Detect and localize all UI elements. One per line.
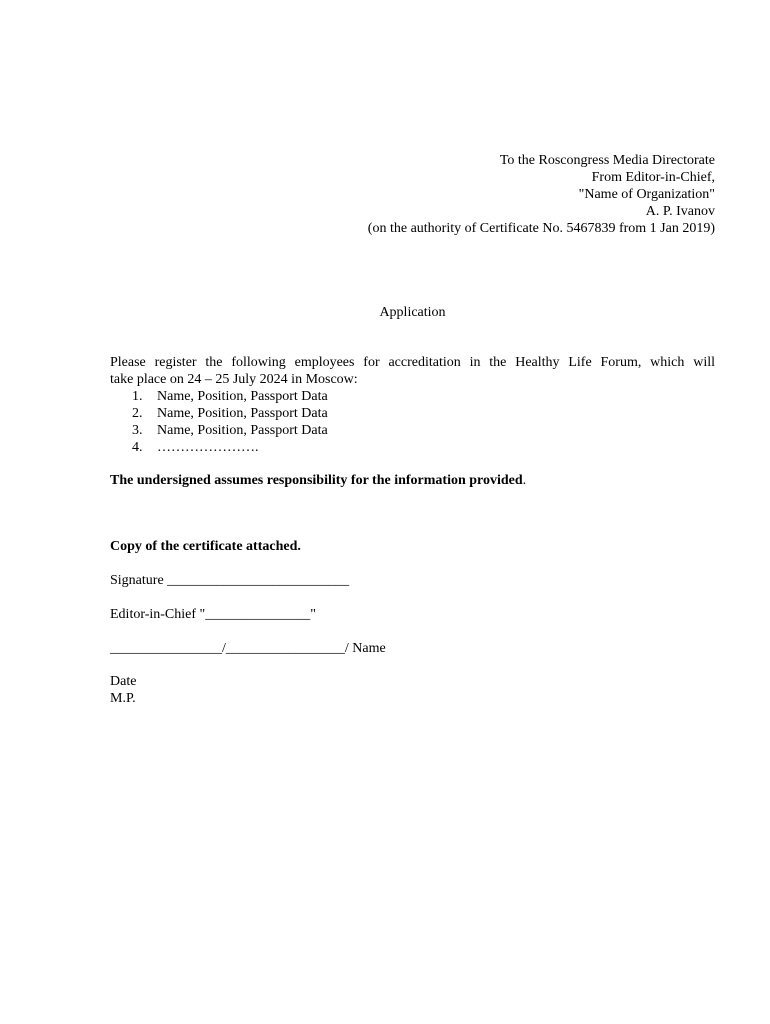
- request-line-2: take place on 24 – 25 July 2024 in Moscow:: [110, 372, 358, 387]
- document-title: Application: [379, 305, 446, 320]
- list-item-text: Name, Position, Passport Data: [157, 423, 328, 438]
- list-item-number: 3.: [132, 423, 143, 438]
- employee-list: [110, 388, 715, 456]
- responsibility-period: .: [522, 473, 527, 488]
- name-signature-line: ________________/_________________/ Name: [110, 641, 386, 656]
- responsibility-text: The undersigned assumes responsibility for the information provided: [110, 473, 523, 488]
- list-item-text: Name, Position, Passport Data: [157, 389, 328, 404]
- recipient-block: [110, 152, 715, 237]
- recipient-organization: "Name of Organization": [578, 187, 715, 202]
- editor-in-chief-line: Editor-in-Chief "_______________": [110, 607, 316, 622]
- stamp-label: M.P.: [110, 691, 136, 706]
- request-line-1: Please register the following employees for accreditation in the Healthy Life Forum, which will: [110, 355, 715, 370]
- responsibility-statement: [110, 472, 715, 489]
- list-item: [110, 388, 715, 405]
- recipient-from: From Editor-in-Chief,: [591, 170, 715, 185]
- list-item-number: 4.: [132, 440, 143, 455]
- recipient-authority: (on the authority of Certificate No. 5467839 from 1 Jan 2019): [367, 221, 715, 236]
- signature-line: Signature __________________________: [110, 573, 350, 588]
- list-item: [110, 422, 715, 439]
- date-label: Date: [110, 674, 137, 689]
- recipient-to: To the Roscongress Media Directorate: [499, 153, 715, 168]
- list-item-text: ………………….: [157, 440, 259, 455]
- list-item-number: 2.: [132, 406, 143, 421]
- recipient-name: A. P. Ivanov: [645, 204, 715, 219]
- list-item-text: Name, Position, Passport Data: [157, 406, 328, 421]
- certificate-note: Copy of the certificate attached.: [110, 539, 301, 554]
- list-item-number: 1.: [132, 389, 143, 404]
- list-item: [110, 439, 715, 456]
- list-item: [110, 405, 715, 422]
- request-paragraph: [110, 354, 715, 388]
